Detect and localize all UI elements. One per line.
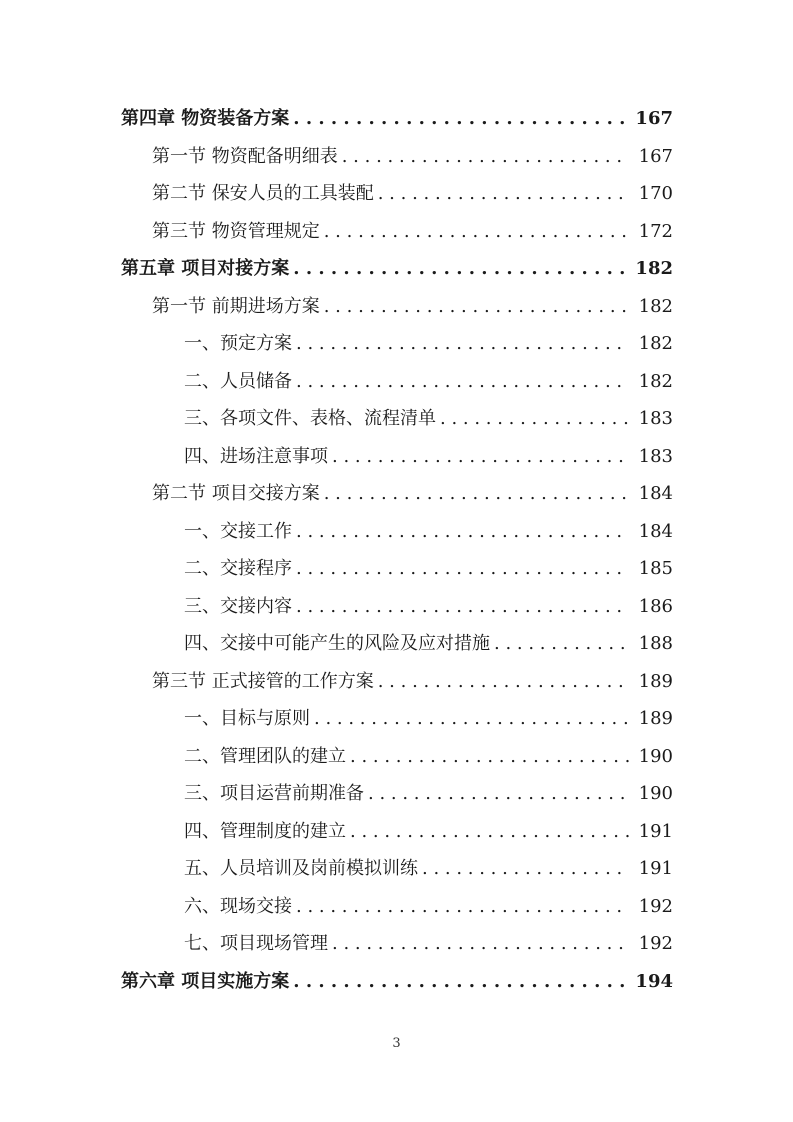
toc-entry-page: 170 — [638, 183, 673, 204]
dot-leader — [324, 213, 629, 251]
toc-entry[interactable] — [0, 775, 793, 813]
toc-entry-page: 182 — [638, 295, 673, 317]
toc-entry[interactable] — [0, 588, 793, 626]
dot-leader — [293, 250, 629, 288]
toc-entry-page: 182 — [638, 370, 673, 392]
page-number: 3 — [392, 1036, 401, 1051]
toc-entry-title: 一、交接工作 — [184, 520, 292, 542]
toc-entry[interactable] — [0, 513, 793, 551]
toc-entry[interactable] — [0, 400, 793, 438]
toc-entry-page: 185 — [638, 558, 673, 579]
toc-entry-page: 190 — [638, 783, 673, 804]
toc-entry-page: 167 — [638, 145, 673, 167]
toc-entry-title: 第二节 保安人员的工具装配 — [152, 183, 374, 204]
toc-entry-title: 四、进场注意事项 — [184, 445, 328, 467]
toc-entry[interactable] — [0, 738, 793, 776]
toc-entry-page: 189 — [638, 670, 673, 692]
dot-leader — [296, 325, 629, 363]
dot-leader — [332, 438, 629, 476]
toc-entry-title: 第四章 物资装备方案 — [121, 108, 290, 129]
toc-entry-title: 第六章 项目实施方案 — [121, 970, 290, 992]
toc-entry-page: 189 — [638, 708, 673, 729]
toc-entry-title: 四、管理制度的建立 — [184, 820, 346, 842]
toc-entry-page: 172 — [638, 220, 673, 242]
toc-entry-title: 四、交接中可能产生的风险及应对措施 — [184, 633, 490, 654]
toc-entry-title: 一、预定方案 — [184, 333, 292, 354]
dot-leader — [332, 925, 629, 963]
dot-leader — [296, 888, 629, 926]
toc-entry-page: 191 — [638, 820, 673, 842]
dot-leader — [293, 100, 629, 138]
toc-entry-page: 190 — [638, 745, 673, 767]
toc-entry-title: 三、交接内容 — [184, 595, 292, 617]
dot-leader — [324, 475, 629, 513]
toc-entry-title: 五、人员培训及岗前模拟训练 — [184, 858, 418, 879]
toc-entry-title: 第二节 项目交接方案 — [152, 483, 320, 504]
toc-entry[interactable] — [0, 700, 793, 738]
dot-leader — [296, 588, 629, 626]
dot-leader — [296, 513, 629, 551]
dot-leader — [422, 850, 629, 888]
dot-leader — [378, 663, 629, 701]
toc-entry-page: 188 — [638, 633, 673, 654]
toc-entry[interactable] — [0, 363, 793, 401]
toc-entry-title: 第一节 前期进场方案 — [152, 295, 320, 317]
toc-entry-page: 192 — [638, 933, 673, 954]
dot-leader — [378, 175, 629, 213]
toc-entry-title: 第三节 正式接管的工作方案 — [152, 670, 374, 692]
toc-entry-page: 184 — [638, 483, 673, 504]
toc-entry-title: 三、项目运营前期准备 — [184, 783, 364, 804]
toc-entry[interactable] — [0, 625, 793, 663]
toc-entry-page: 183 — [638, 445, 673, 467]
dot-leader — [368, 775, 629, 813]
dot-leader — [342, 138, 629, 176]
toc-entry-title: 二、人员储备 — [184, 370, 292, 392]
toc-entry[interactable] — [0, 213, 793, 251]
toc-entry-page: 186 — [638, 595, 673, 617]
dot-leader — [494, 625, 629, 663]
dot-leader — [350, 813, 629, 851]
toc-entry[interactable] — [0, 850, 793, 888]
toc-entry-page: 194 — [635, 970, 673, 992]
toc-entry-title: 第五章 项目对接方案 — [121, 258, 290, 279]
toc-entry[interactable] — [0, 963, 793, 1001]
dot-leader — [296, 363, 629, 401]
toc-entry-page: 167 — [635, 108, 673, 129]
toc-entry[interactable] — [0, 325, 793, 363]
toc-entry-title: 第三节 物资管理规定 — [152, 220, 320, 242]
toc-entry-title: 一、目标与原则 — [184, 708, 310, 729]
toc-entry-title: 七、项目现场管理 — [184, 933, 328, 954]
toc-entry[interactable] — [0, 250, 793, 288]
toc-entry-page: 184 — [638, 520, 673, 542]
table-of-contents — [0, 100, 793, 1000]
toc-entry-page: 191 — [638, 858, 673, 879]
toc-entry-page: 182 — [635, 258, 673, 279]
toc-entry-title: 六、现场交接 — [184, 895, 292, 917]
toc-entry[interactable] — [0, 475, 793, 513]
toc-entry[interactable] — [0, 663, 793, 701]
toc-entry[interactable] — [0, 138, 793, 176]
toc-entry-page: 182 — [638, 333, 673, 354]
dot-leader — [314, 700, 629, 738]
toc-entry-page: 192 — [638, 895, 673, 917]
toc-entry[interactable] — [0, 925, 793, 963]
dot-leader — [440, 400, 629, 438]
toc-entry[interactable] — [0, 100, 793, 138]
dot-leader — [350, 738, 629, 776]
toc-entry-title: 二、管理团队的建立 — [184, 745, 346, 767]
dot-leader — [296, 550, 629, 588]
toc-entry[interactable] — [0, 550, 793, 588]
toc-entry[interactable] — [0, 438, 793, 476]
toc-entry-title: 第一节 物资配备明细表 — [152, 145, 338, 167]
dot-leader — [293, 963, 629, 1001]
toc-entry[interactable] — [0, 813, 793, 851]
toc-entry[interactable] — [0, 288, 793, 326]
toc-entry-title: 二、交接程序 — [184, 558, 292, 579]
toc-entry[interactable] — [0, 888, 793, 926]
dot-leader — [324, 288, 629, 326]
toc-entry-title: 三、各项文件、表格、流程清单 — [184, 408, 436, 429]
toc-entry[interactable] — [0, 175, 793, 213]
toc-entry-page: 183 — [638, 408, 673, 429]
